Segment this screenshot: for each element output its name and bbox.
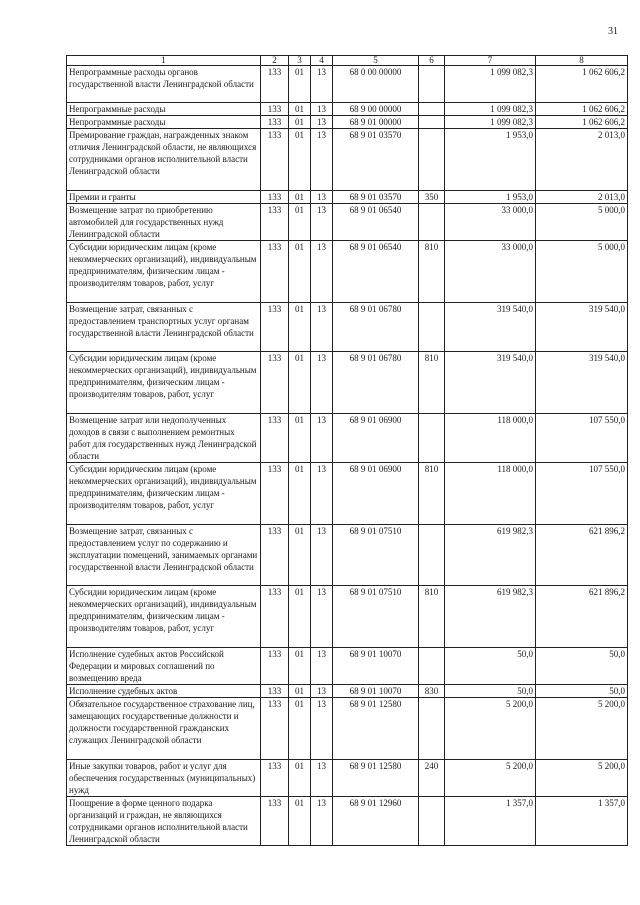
cell-section-code: 01	[289, 797, 311, 846]
cell-ministry-code: 133	[261, 586, 289, 648]
cell-expense-type-code	[419, 204, 445, 241]
cell-subsection-code: 13	[311, 303, 333, 352]
cell-amount-year-2: 50,0	[536, 648, 628, 685]
cell-amount-year-1: 319 540,0	[445, 303, 536, 352]
cell-expense-type-code	[419, 129, 445, 191]
cell-amount-year-2: 319 540,0	[536, 303, 628, 352]
cell-amount-year-2: 5 200,0	[536, 760, 628, 797]
cell-amount-year-1: 1 357,0	[445, 797, 536, 846]
cell-amount-year-1: 1 099 082,3	[445, 103, 536, 116]
cell-ministry-code: 133	[261, 241, 289, 303]
cell-expense-type-code: 810	[419, 241, 445, 303]
cell-expense-type-code: 830	[419, 685, 445, 698]
column-header-8: 8	[536, 56, 628, 66]
cell-ministry-code: 133	[261, 103, 289, 116]
cell-amount-year-1: 1 953,0	[445, 191, 536, 204]
cell-section-code: 01	[289, 191, 311, 204]
table-row	[67, 525, 628, 586]
cell-ministry-code: 133	[261, 66, 289, 103]
cell-section-code: 01	[289, 241, 311, 303]
cell-subsection-code: 13	[311, 116, 333, 129]
cell-subsection-code: 13	[311, 204, 333, 241]
cell-target-item-code: 68 9 01 12580	[333, 760, 419, 797]
cell-subsection-code: 13	[311, 525, 333, 586]
budget-table	[66, 55, 628, 846]
cell-target-item-code: 68 9 01 07510	[333, 586, 419, 648]
cell-amount-year-1: 118 000,0	[445, 463, 536, 525]
table-row	[67, 129, 628, 191]
cell-amount-year-2: 107 550,0	[536, 463, 628, 525]
cell-subsection-code: 13	[311, 241, 333, 303]
table-row	[67, 352, 628, 414]
cell-expense-type-code	[419, 525, 445, 586]
cell-ministry-code: 133	[261, 303, 289, 352]
cell-amount-year-2: 50,0	[536, 685, 628, 698]
page-number: 31	[608, 26, 618, 37]
table-row	[67, 116, 628, 129]
cell-expense-name: Поощрение в форме ценного подарка организаций и граждан, не являющихся сотрудниками органов исполнительной власти Ленинградской области	[67, 797, 261, 846]
column-header-4: 4	[311, 56, 333, 66]
cell-amount-year-1: 619 982,3	[445, 525, 536, 586]
cell-amount-year-1: 1 099 082,3	[445, 116, 536, 129]
cell-section-code: 01	[289, 685, 311, 698]
cell-expense-type-code: 240	[419, 760, 445, 797]
cell-subsection-code: 13	[311, 129, 333, 191]
cell-section-code: 01	[289, 303, 311, 352]
cell-expense-type-code	[419, 414, 445, 463]
cell-expense-name: Иные закупки товаров, работ и услуг для обеспечения государственных (муниципальных) нужд	[67, 760, 261, 797]
cell-section-code: 01	[289, 66, 311, 103]
cell-amount-year-1: 1 953,0	[445, 129, 536, 191]
cell-subsection-code: 13	[311, 414, 333, 463]
table-row	[67, 586, 628, 648]
cell-subsection-code: 13	[311, 698, 333, 760]
cell-target-item-code: 68 9 01 06900	[333, 414, 419, 463]
cell-target-item-code: 68 9 00 00000	[333, 103, 419, 116]
cell-subsection-code: 13	[311, 463, 333, 525]
cell-amount-year-1: 33 000,0	[445, 204, 536, 241]
cell-expense-type-code	[419, 797, 445, 846]
cell-expense-type-code	[419, 303, 445, 352]
cell-amount-year-2: 1 062 606,2	[536, 116, 628, 129]
cell-amount-year-2: 107 550,0	[536, 414, 628, 463]
table-row	[67, 303, 628, 352]
cell-amount-year-1: 5 200,0	[445, 698, 536, 760]
cell-amount-year-2: 5 000,0	[536, 241, 628, 303]
cell-target-item-code: 68 9 01 06540	[333, 241, 419, 303]
cell-amount-year-1: 50,0	[445, 685, 536, 698]
cell-subsection-code: 13	[311, 103, 333, 116]
column-header-2: 2	[261, 56, 289, 66]
cell-ministry-code: 133	[261, 760, 289, 797]
table-row	[67, 797, 628, 846]
column-header-3: 3	[289, 56, 311, 66]
cell-ministry-code: 133	[261, 116, 289, 129]
cell-expense-name: Субсидии юридическим лицам (кроме некоммерческих организаций), индивидуальным предпринимателям, физическим лицам - производителям товаров, работ, услуг	[67, 463, 261, 525]
cell-ministry-code: 133	[261, 204, 289, 241]
cell-section-code: 01	[289, 698, 311, 760]
cell-section-code: 01	[289, 463, 311, 525]
cell-ministry-code: 133	[261, 191, 289, 204]
cell-amount-year-1: 619 982,3	[445, 586, 536, 648]
cell-amount-year-2: 1 357,0	[536, 797, 628, 846]
cell-section-code: 01	[289, 414, 311, 463]
cell-target-item-code: 68 9 01 00000	[333, 116, 419, 129]
cell-expense-type-code	[419, 66, 445, 103]
cell-target-item-code: 68 9 01 10070	[333, 685, 419, 698]
cell-target-item-code: 68 9 01 06780	[333, 303, 419, 352]
cell-expense-name: Непрограммные расходы	[67, 116, 261, 129]
cell-ministry-code: 133	[261, 685, 289, 698]
cell-amount-year-2: 2 013,0	[536, 129, 628, 191]
cell-expense-name: Возмещение затрат по приобретению автомобилей для государственных нужд Ленинградской области	[67, 204, 261, 241]
column-header-6: 6	[419, 56, 445, 66]
cell-expense-type-code	[419, 116, 445, 129]
column-header-1: 1	[67, 56, 261, 66]
table-row	[67, 204, 628, 241]
cell-section-code: 01	[289, 760, 311, 797]
cell-subsection-code: 13	[311, 586, 333, 648]
cell-section-code: 01	[289, 586, 311, 648]
cell-expense-name: Исполнение судебных актов	[67, 685, 261, 698]
cell-subsection-code: 13	[311, 760, 333, 797]
cell-target-item-code: 68 9 01 06540	[333, 204, 419, 241]
cell-subsection-code: 13	[311, 797, 333, 846]
cell-amount-year-1: 319 540,0	[445, 352, 536, 414]
cell-target-item-code: 68 9 01 06900	[333, 463, 419, 525]
column-header-7: 7	[445, 56, 536, 66]
cell-subsection-code: 13	[311, 648, 333, 685]
header-row	[67, 56, 628, 66]
cell-expense-name: Непрограммные расходы	[67, 103, 261, 116]
cell-section-code: 01	[289, 116, 311, 129]
cell-ministry-code: 133	[261, 414, 289, 463]
table-row	[67, 698, 628, 760]
cell-expense-type-code	[419, 698, 445, 760]
cell-amount-year-2: 2 013,0	[536, 191, 628, 204]
cell-amount-year-1: 1 099 082,3	[445, 66, 536, 103]
cell-expense-type-code: 810	[419, 352, 445, 414]
cell-expense-name: Субсидии юридическим лицам (кроме некоммерческих организаций), индивидуальным предпринимателям, физическим лицам - производителям товаров, работ, услуг	[67, 241, 261, 303]
column-header-5: 5	[333, 56, 419, 66]
cell-section-code: 01	[289, 648, 311, 685]
cell-amount-year-1: 33 000,0	[445, 241, 536, 303]
cell-expense-name: Субсидии юридическим лицам (кроме некоммерческих организаций), индивидуальным предпринимателям, физическим лицам - производителям товаров, работ, услуг	[67, 352, 261, 414]
cell-ministry-code: 133	[261, 698, 289, 760]
cell-ministry-code: 133	[261, 463, 289, 525]
cell-section-code: 01	[289, 525, 311, 586]
cell-amount-year-1: 5 200,0	[445, 760, 536, 797]
cell-ministry-code: 133	[261, 648, 289, 685]
cell-expense-name: Премирование граждан, награжденных знаком отличия Ленинградской области, не являющихся сотрудниками органов исполнительной власти Ленинградской области	[67, 129, 261, 191]
cell-amount-year-1: 118 000,0	[445, 414, 536, 463]
table-row	[67, 463, 628, 525]
cell-expense-name: Возмещение затрат, связанных с предоставлением услуг по содержанию и эксплуатации помещений, занимаемых органами государственной власти Ленинградской области	[67, 525, 261, 586]
table-row	[67, 760, 628, 797]
cell-expense-type-code	[419, 648, 445, 685]
cell-section-code: 01	[289, 103, 311, 116]
cell-target-item-code: 68 9 01 10070	[333, 648, 419, 685]
cell-expense-type-code	[419, 103, 445, 116]
cell-expense-name: Возмещение затрат или недополученных доходов в связи с выполнением ремонтных работ для государственных нужд Ленинградской области	[67, 414, 261, 463]
cell-subsection-code: 13	[311, 685, 333, 698]
table-row	[67, 191, 628, 204]
table-row	[67, 685, 628, 698]
cell-expense-type-code: 810	[419, 463, 445, 525]
table-row	[67, 103, 628, 116]
cell-section-code: 01	[289, 352, 311, 414]
table-row	[67, 414, 628, 463]
cell-expense-name: Непрограммные расходы органов государственной власти Ленинградской области	[67, 66, 261, 103]
cell-subsection-code: 13	[311, 66, 333, 103]
cell-target-item-code: 68 9 01 03570	[333, 191, 419, 204]
cell-amount-year-2: 621 896,2	[536, 525, 628, 586]
cell-ministry-code: 133	[261, 352, 289, 414]
cell-target-item-code: 68 9 01 06780	[333, 352, 419, 414]
cell-amount-year-2: 1 062 606,2	[536, 103, 628, 116]
cell-expense-name: Субсидии юридическим лицам (кроме некоммерческих организаций), индивидуальным предпринимателям, физическим лицам - производителям товаров, работ, услуг	[67, 586, 261, 648]
cell-amount-year-2: 5 000,0	[536, 204, 628, 241]
cell-target-item-code: 68 9 01 07510	[333, 525, 419, 586]
cell-expense-name: Премии и гранты	[67, 191, 261, 204]
cell-ministry-code: 133	[261, 525, 289, 586]
cell-target-item-code: 68 9 01 03570	[333, 129, 419, 191]
table-row	[67, 66, 628, 103]
table-row	[67, 648, 628, 685]
cell-expense-name: Обязательное государственное страхование лиц, замещающих государственные должности и должности государственной гражданских служащих Ленинградской области	[67, 698, 261, 760]
cell-amount-year-1: 50,0	[445, 648, 536, 685]
cell-section-code: 01	[289, 204, 311, 241]
cell-section-code: 01	[289, 129, 311, 191]
table-row	[67, 241, 628, 303]
cell-ministry-code: 133	[261, 797, 289, 846]
cell-expense-name: Исполнение судебных актов Российской Федерации и мировых соглашений по возмещению вреда	[67, 648, 261, 685]
cell-expense-name: Возмещение затрат, связанных с предоставлением транспортных услуг органам государственной власти Ленинградской области	[67, 303, 261, 352]
cell-amount-year-2: 319 540,0	[536, 352, 628, 414]
cell-expense-type-code: 350	[419, 191, 445, 204]
cell-amount-year-2: 1 062 606,2	[536, 66, 628, 103]
cell-expense-type-code: 810	[419, 586, 445, 648]
cell-amount-year-2: 621 896,2	[536, 586, 628, 648]
cell-ministry-code: 133	[261, 129, 289, 191]
cell-subsection-code: 13	[311, 352, 333, 414]
cell-target-item-code: 68 0 00 00000	[333, 66, 419, 103]
cell-target-item-code: 68 9 01 12960	[333, 797, 419, 846]
cell-subsection-code: 13	[311, 191, 333, 204]
cell-target-item-code: 68 9 01 12580	[333, 698, 419, 760]
cell-amount-year-2: 5 200,0	[536, 698, 628, 760]
